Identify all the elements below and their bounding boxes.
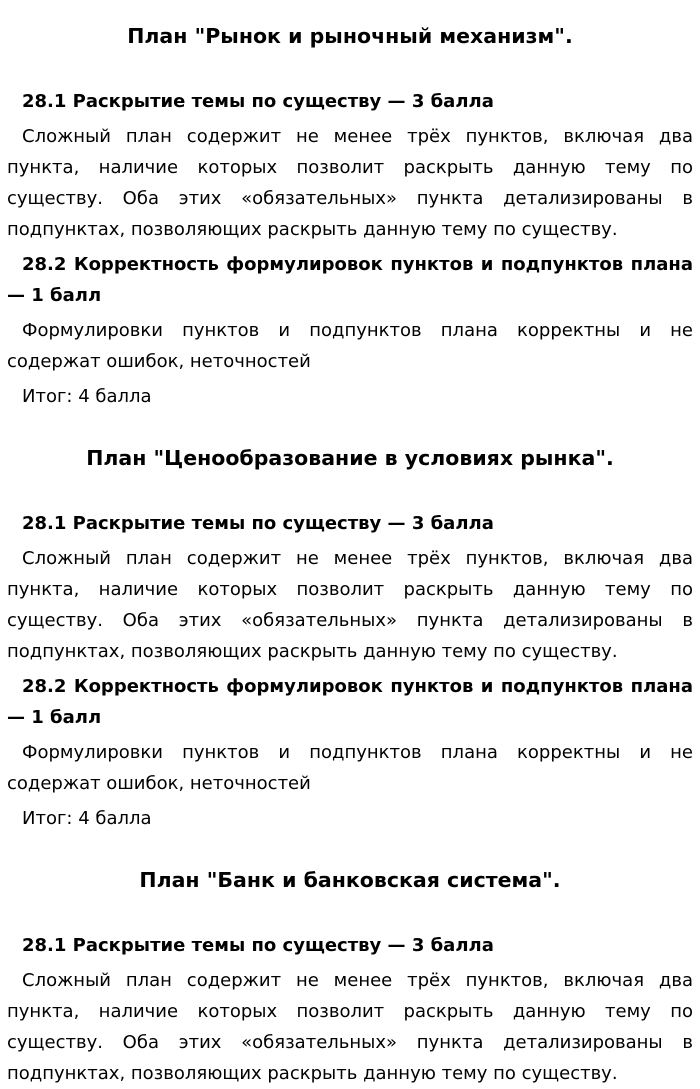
criterion-text-28-1: Сложный план содержит не менее трёх пунктов, включая два пункта, наличие которых позволит раскрыть данную тему по существу. Оба этих «обязательных» пункта детализированы в подпунктах, позволяющих раскрыть данную тему по существу. [7, 970, 693, 1084]
criterion-text-28-2: Формулировки пунктов и подпунктов плана корректны и не содержат ошибок, неточностей [7, 742, 693, 794]
criterion-text-28-1: Сложный план содержит не менее трёх пунктов, включая два пункта, наличие которых позволит раскрыть данную тему по существу. Оба этих «обязательных» пункта детализированы в подпунктах, позволяющих раскрыть данную тему по существу. [7, 126, 693, 240]
plan-section-market [7, 0, 693, 412]
criterion-text-28-2: Формулировки пунктов и подпунктов плана корректны и не содержат ошибок, неточностей [7, 320, 693, 372]
criterion-heading-28-1: 28.1 Раскрытие темы по существу — 3 балла [22, 935, 494, 956]
plan-section-pricing [7, 422, 693, 834]
plan-title: План "Рынок и рыночный механизм". [127, 24, 573, 48]
criterion-heading-28-2: 28.2 Корректность формулировок пунктов и подпунктов плана — 1 балл [7, 676, 693, 728]
criterion-heading-28-1: 28.1 Раскрытие темы по существу — 3 балла [22, 513, 494, 534]
plan-section-bank [7, 844, 693, 1089]
plan-title: План "Банк и банковская система". [139, 868, 561, 892]
criterion-text-28-1: Сложный план содержит не менее трёх пунктов, включая два пункта, наличие которых позволит раскрыть данную тему по существу. Оба этих «обязательных» пункта детализированы в подпунктах, позволяющих раскрыть данную тему по существу. [7, 548, 693, 662]
plan-title: План "Ценообразование в условиях рынка". [86, 446, 614, 470]
total-score: Итог: 4 балла [22, 808, 152, 829]
criterion-heading-28-1: 28.1 Раскрытие темы по существу — 3 балла [22, 91, 494, 112]
criterion-heading-28-2: 28.2 Корректность формулировок пунктов и подпунктов плана — 1 балл [7, 254, 693, 306]
total-score: Итог: 4 балла [22, 386, 152, 407]
